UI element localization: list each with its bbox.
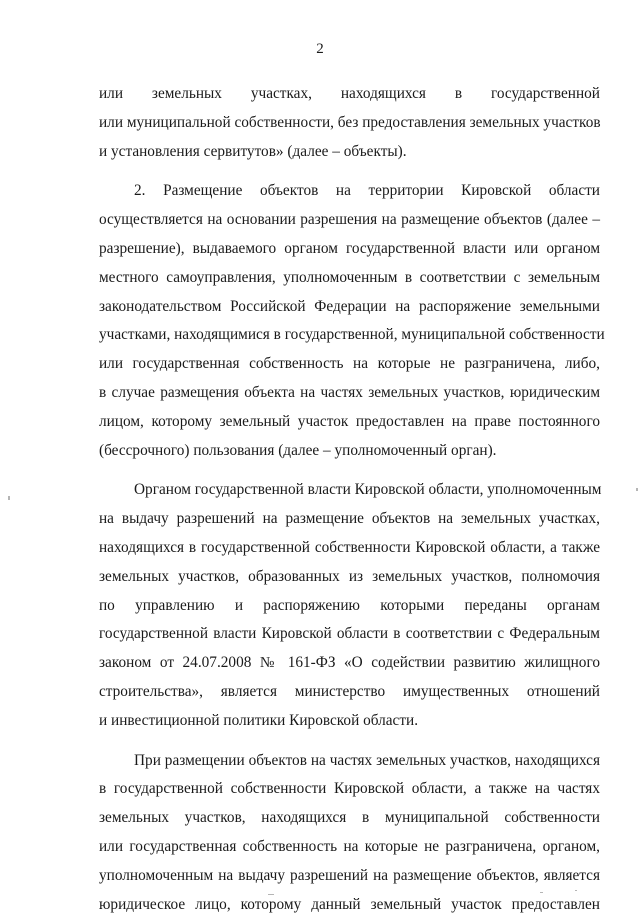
text-line: или земельных участках, находящихся в государственной — [99, 85, 600, 102]
text-line: При размещении объектов на частях земельных участков, находящихся — [134, 751, 600, 769]
text-line: земельных участков, находящихся в муниципальной собственности — [99, 809, 600, 827]
text-line: участками, находящимися в государственной, муниципальной собственности — [99, 326, 605, 344]
text-line: законодательством Российской Федерации на распоряжение земельными — [99, 297, 600, 315]
text-line: 2. Размещение объектов на территории Кировской области — [134, 182, 600, 200]
text-line: местного самоуправления, уполномоченным в соответствии с земельным — [99, 268, 600, 286]
text-line: Органом государственной власти Кировской области, уполномоченным — [134, 481, 602, 499]
scan-speck — [540, 892, 543, 893]
text-line: юридическое лицо, которому данный земельный участок предоставлен — [99, 895, 600, 913]
text-line: на выдачу разрешений на размещение объектов на земельных участках, — [99, 510, 600, 528]
page-number: 2 — [316, 41, 324, 57]
document-body — [99, 80, 605, 919]
scan-speck — [8, 496, 10, 500]
text-line: земельных участков, образованных из земельных участков, полномочия — [99, 567, 600, 585]
text-line: законом от 24.07.2008 № 161-ФЗ «О содействии развитию жилищного — [99, 654, 600, 672]
paragraph-item-2 — [99, 177, 605, 465]
text-line: в государственной собственности Кировской области, а также на частях — [99, 780, 600, 798]
text-line: или муниципальной собственности, без предоставления земельных участков — [99, 113, 601, 131]
text-line: лицом, которому земельный участок предоставлен на праве постоянного — [99, 412, 600, 430]
scan-speck — [575, 890, 577, 891]
text-line: осуществляется на основании разрешения на размещение объектов (далее – — [99, 211, 600, 229]
scan-speck — [268, 894, 274, 895]
text-line: или государственная собственность на которые не разграничена, органом, — [99, 837, 600, 855]
paragraph-continuation — [99, 80, 600, 166]
text-line: строительства», является министерство имущественных отношений — [99, 682, 600, 700]
text-line: уполномоченным на выдачу разрешений на размещение объектов, является — [99, 866, 600, 884]
text-line: в случае размещения объекта на частях земельных участков, юридическим — [99, 383, 600, 401]
scan-speck — [636, 488, 638, 491]
text-line: находящихся в государственной собственности Кировской области, а также — [99, 538, 600, 556]
text-line: по управлению и распоряжению которыми переданы органам — [99, 596, 600, 614]
text-line: и установления сервитутов» (далее – объекты). — [99, 142, 407, 160]
text-line: или государственная собственность на которые не разграничена, либо, — [99, 355, 600, 373]
paragraph-legal-entity — [99, 747, 600, 919]
text-line: государственной власти Кировской области в соответствии с Федеральным — [99, 625, 600, 643]
text-line: и инвестиционной политики Кировской области. — [99, 711, 419, 729]
paragraph-ministry — [99, 476, 600, 735]
text-line: (бессрочного) пользования (далее – уполномоченный орган). — [99, 441, 497, 459]
text-line: разрешение), выдаваемого органом государственной власти или органом — [99, 239, 600, 257]
